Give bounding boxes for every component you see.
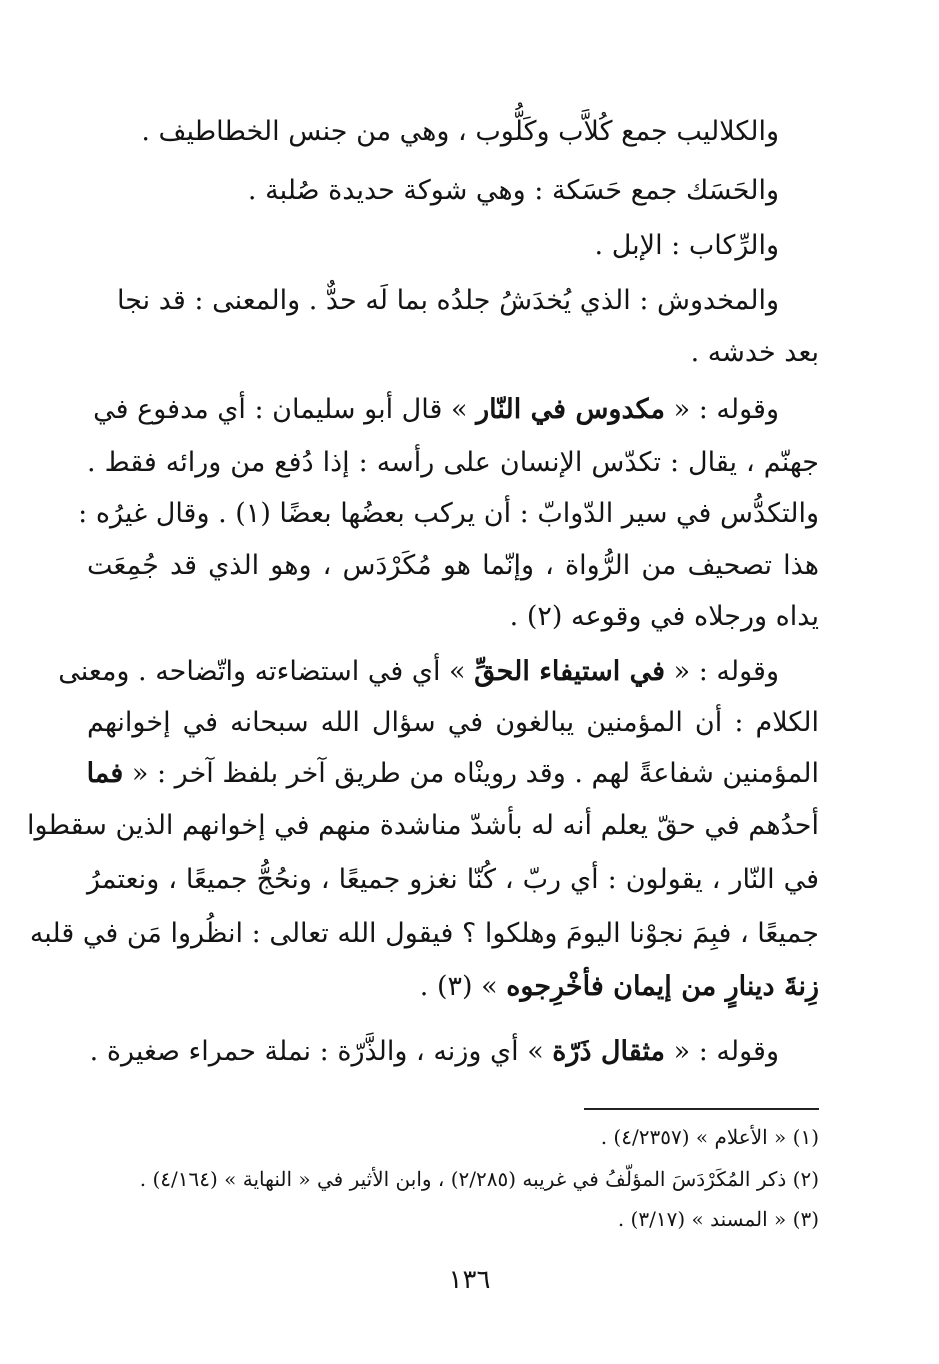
text-line — [58, 652, 779, 692]
hadith-quote: فما — [86, 758, 124, 789]
line-prefix: المؤمنين شفاعةً لهم . وقد روينْاه من طريق آخر بلفظ آخر : « — [123, 758, 819, 789]
text-line: يداه ورجلاه في وقوعه (٢) . — [509, 601, 819, 632]
text-line — [87, 754, 819, 794]
text-line — [93, 390, 779, 430]
line-prefix: وقوله : « — [665, 394, 779, 425]
hadith-quote-line: أحدُهم في حقّ يعلم أنه له بأشدّ مناشدة منهم في إخوانهم الذين سقطوا — [27, 810, 819, 841]
hadith-quote: زِنةَ دينارٍ من إيمان فأخْرِجوه — [506, 971, 819, 1002]
footnote: (٣) « المسند » (٣/١٧) . — [617, 1207, 819, 1231]
text-line: والمخدوش : الذي يُخدَشُ جلدُه بما لَه حدٌّ . والمعنى : قد نجا — [116, 285, 779, 316]
hadith-quote-line: في النّار ، يقولون : أي ربّ ، كُنّا نغزو جميعًا ، ونحُجُّ جميعًا ، ونعتمرُ — [87, 864, 819, 895]
line-suffix: » أي في استضاءته واتّضاحه . ومعنى — [58, 656, 475, 687]
hadith-quote-line: جميعًا ، فبِمَ نجوْنا اليومَ وهلكوا ؟ فيقول الله تعالى : انظُروا مَن في قلبه — [29, 918, 819, 949]
hadith-term: في استيفاء الحقِّ — [474, 656, 666, 687]
text-line: والحَسَك جمع حَسَكة : وهي شوكة حديدة صُلبة . — [247, 175, 779, 206]
footnote-divider — [584, 1108, 819, 1110]
line-prefix: وقوله : « — [665, 1036, 779, 1067]
text-line: والكلاليب جمع كُلاَّب وكَلُّوب ، وهي من جنس الخطاطيف . — [141, 116, 779, 147]
line-suffix: » قال أبو سليمان : أي مدفوع في — [93, 394, 477, 425]
line-suffix: » أي وزنه ، والذَّرّة : نملة حمراء صغيرة . — [89, 1036, 553, 1067]
text-line: بعد خدشه . — [690, 337, 819, 368]
text-line: الكلام : أن المؤمنين يبالغون في سؤال الله سبحانه في إخوانهم — [87, 707, 819, 738]
page-number: ١٣٦ — [448, 1265, 491, 1295]
text-line — [90, 1032, 779, 1072]
text-line: والرِّكاب : الإبل . — [594, 230, 779, 261]
footnote: (٢) ذكر المُكَرْدَسَ المؤلّفُ في غريبه (٢/٢٨٥) ، وابن الأثير في « النهاية » (٤/١٦٤) . — [139, 1167, 819, 1191]
line-prefix: وقوله : « — [665, 656, 779, 687]
footnote: (١) « الأعلام » (٤/٢٣٥٧) . — [600, 1125, 819, 1149]
line-suffix: » (٣) . — [419, 971, 507, 1002]
hadith-term: مكدوس في النّار — [476, 394, 666, 425]
text-line: هذا تصحيف من الرُّواة ، وإنّما هو مُكَرْدَس ، وهو الذي قد جُمِعَت — [87, 550, 819, 581]
text-line: والتكدُّس في سير الدّوابّ : أن يركب بعضُها بعضًا (١) . وقال غيرُه : — [78, 498, 819, 529]
text-line — [420, 967, 819, 1007]
hadith-term: مثقال ذَرّة — [552, 1036, 666, 1067]
text-line: جهنّم ، يقال : تكدّس الإنسان على رأسه : إذا دُفع من ورائه فقط . — [87, 447, 819, 478]
